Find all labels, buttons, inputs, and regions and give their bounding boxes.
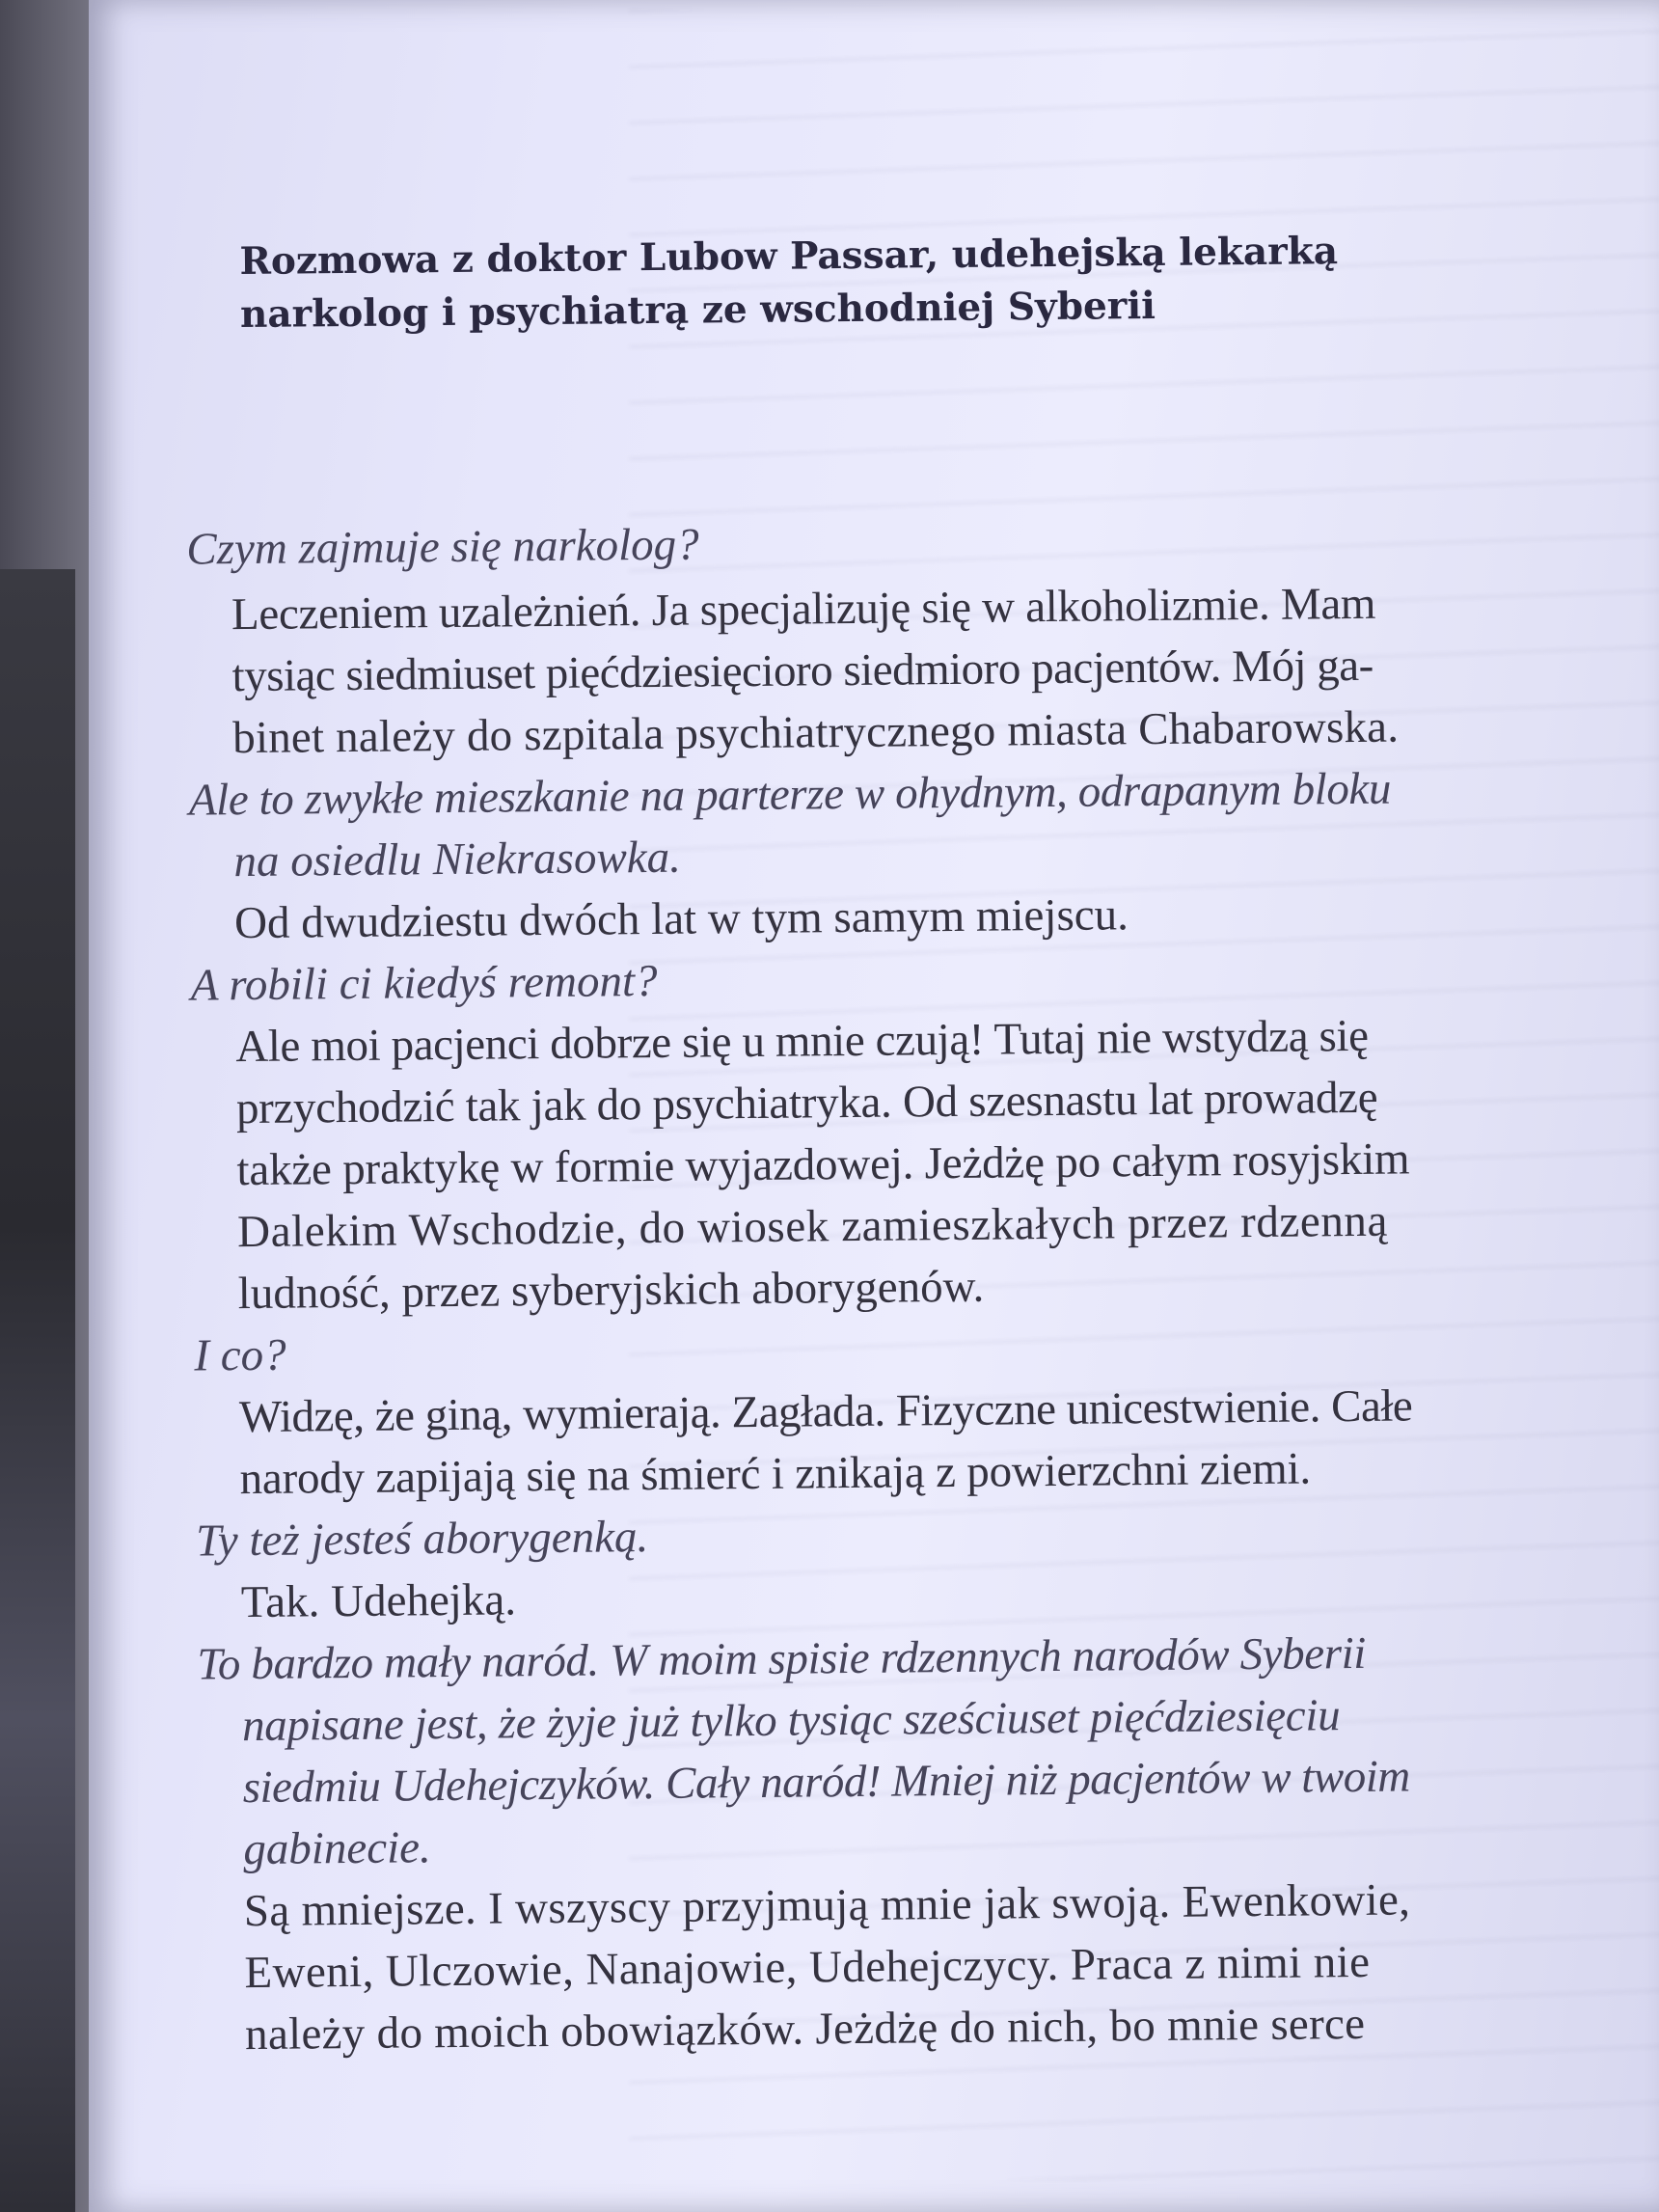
answer-line: tysiąc siedmiuset pięćdziesięcioro siedmioro pacjentów. Mój ga- — [231, 640, 1374, 702]
question-line: siedmiu Udehejczyków. Cały naród! Mniej niż pacjentów w twoim — [242, 1751, 1410, 1814]
chapter-heading-line-2: narkolog i psychiatrą ze wschodniej Syberii — [239, 283, 1156, 338]
answer-line: także praktykę w formie wyjazdowej. Jeżdżę po całym rosyjskim — [236, 1133, 1410, 1196]
answer-line: ludność, przez syberyjskich aborygenów. — [237, 1261, 985, 1320]
opposite-page-edge — [0, 569, 75, 2212]
answer-line: Tak. Udehejką. — [240, 1574, 517, 1628]
question-line: Ty też jesteś aborygenką. — [195, 1512, 649, 1567]
question-line: Czym zajmuje się narkolog? — [186, 519, 699, 575]
chapter-heading-line-1: Rozmowa z doktor Lubow Passar, udehejską lekarką — [239, 229, 1339, 285]
question-line: Ale to zwykłe mieszkanie na parterze w ohydnym, odrapanym bloku — [188, 763, 1392, 826]
answer-line: należy do moich obowiązków. Jeżdżę do nich, bo mnie serce — [244, 1998, 1366, 2061]
answer-line: binet należy do szpitala psychiatrycznego miasta Chabarowska. — [231, 701, 1400, 764]
answer-line: Leczeniem uzależnień. Ja specjalizuję się w alkoholizmie. Mam — [231, 578, 1376, 641]
question-line: To bardzo mały naród. W moim spisie rdzennych narodów Syberii — [197, 1627, 1367, 1690]
answer-line: Ale moi pacjenci dobrze się u mnie czują! Tutaj nie wstydzą się — [235, 1010, 1369, 1073]
answer-line: przychodzić tak jak do psychiatryka. Od szesnastu lat prowadzę — [235, 1072, 1378, 1134]
question-line: napisane jest, że żyje już tylko tysiąc sześciuset pięćdziesięciu — [241, 1690, 1341, 1752]
question-line: gabinecie. — [243, 1822, 431, 1875]
question-line: I co? — [194, 1329, 286, 1381]
answer-line: Widzę, że giną, wymierają. Zagłada. Fizyczne unicestwienie. Całe — [238, 1380, 1413, 1443]
question-line: A robili ci kiedyś remont? — [190, 955, 658, 1011]
answer-line: Dalekim Wschodzie, do wiosek zamieszkałych przez rdzenną — [236, 1195, 1389, 1258]
chapter-heading — [239, 225, 1398, 342]
answer-line: Eweni, Ulczowie, Nanajowie, Udehejczycy. Praca z nimi nie — [244, 1936, 1371, 1999]
answer-line: narody zapijają się na śmierć i znikają z powierzchni ziemi. — [239, 1443, 1312, 1505]
answer-line: Od dwudziestu dwóch lat w tym samym miejscu. — [233, 889, 1129, 949]
question-line: na osiedlu Niekrasowka. — [233, 832, 682, 888]
answer-line: Są mniejsze. I wszyscy przyjmują mnie jak swoją. Ewenkowie, — [243, 1874, 1411, 1937]
